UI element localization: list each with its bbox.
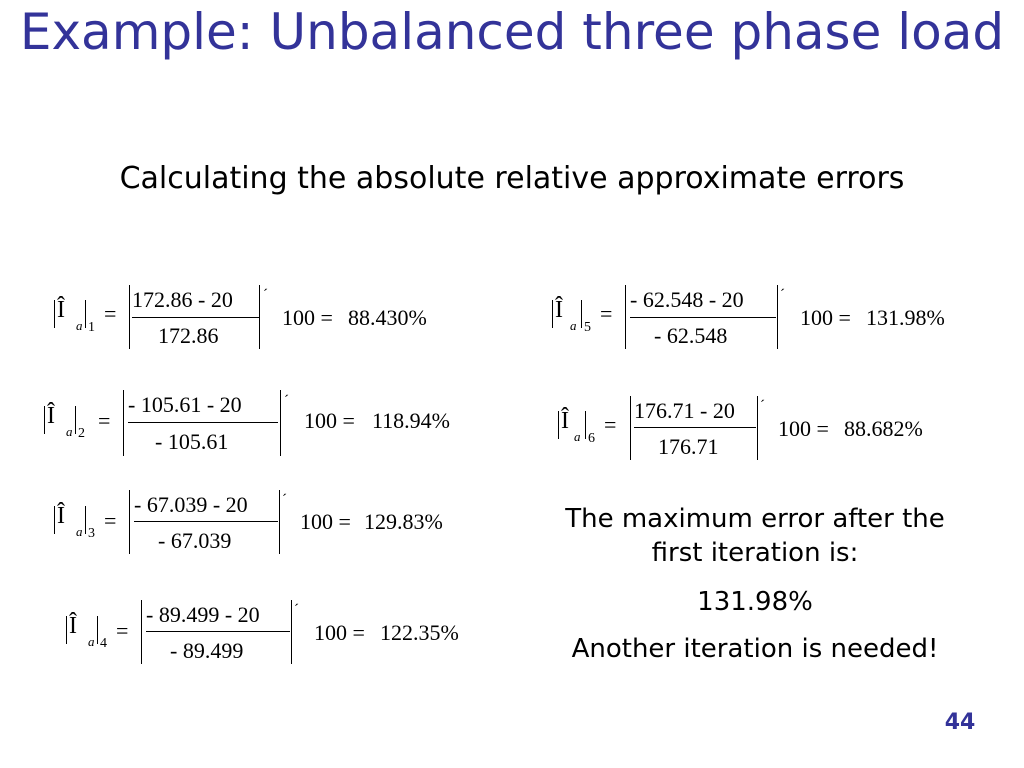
subscript-index: 6	[588, 431, 595, 446]
abs-bar-right	[291, 600, 292, 664]
error-equation-6	[556, 396, 966, 476]
subscript-a: a	[76, 318, 83, 333]
factor: 100 =	[778, 416, 829, 441]
subscript-index: 5	[584, 320, 591, 335]
equals-sign: =	[104, 301, 117, 326]
error-symbol: Î	[57, 297, 65, 323]
times-sign: ´	[263, 287, 268, 303]
factor: 100 =	[300, 509, 351, 534]
subscript-a: a	[570, 318, 577, 333]
subscript-index: 4	[100, 636, 107, 651]
abs-bar-left	[129, 285, 130, 349]
numerator: - 67.039 - 20	[134, 492, 248, 517]
times-sign: ´	[282, 492, 287, 508]
subscript-a: a	[76, 524, 83, 539]
result: 131.98%	[866, 305, 945, 330]
equals-sign: =	[604, 412, 617, 437]
abs-bar-right	[75, 406, 76, 434]
error-symbol: Î	[47, 403, 55, 429]
slide-title: Example: Unbalanced three phase load	[19, 3, 1005, 61]
abs-bar-left	[54, 506, 55, 534]
error-equation-4	[64, 600, 484, 680]
times-sign: ´	[294, 602, 299, 618]
abs-bar-right	[259, 285, 260, 349]
max-error-value: 131.98%	[697, 587, 813, 617]
abs-bar-left	[44, 406, 45, 434]
abs-bar-left	[66, 616, 67, 644]
abs-bar-right	[757, 396, 758, 460]
times-sign: ´	[284, 393, 289, 409]
denominator: - 67.039	[158, 528, 232, 553]
equals-sign: =	[104, 508, 117, 533]
factor: 100 =	[800, 305, 851, 330]
error-symbol: Î	[561, 408, 569, 434]
abs-bar-left	[625, 285, 626, 349]
abs-bar-left	[129, 490, 130, 554]
times-sign: ´	[760, 398, 765, 414]
equals-sign: =	[116, 618, 129, 643]
result: 118.94%	[372, 408, 451, 433]
result: 129.83%	[364, 509, 443, 534]
numerator: 176.71 - 20	[634, 398, 735, 423]
times-sign: ´	[780, 287, 785, 303]
error-equation-5	[550, 285, 970, 365]
abs-bar-right	[280, 390, 281, 456]
abs-bar-right	[585, 411, 586, 439]
subscript-index: 1	[88, 320, 95, 335]
denominator: - 62.548	[654, 323, 728, 348]
result: 122.35%	[380, 620, 459, 645]
fraction-bar	[134, 521, 278, 522]
abs-bar-left	[123, 390, 124, 456]
abs-bar-right	[777, 285, 778, 349]
fraction-bar	[132, 317, 259, 318]
factor: 100 =	[304, 408, 355, 433]
conclusion-text: The maximum error after the first iteration is:	[565, 504, 945, 568]
error-symbol: Î	[69, 613, 77, 639]
denominator: - 89.499	[170, 638, 244, 663]
abs-bar-right	[97, 616, 98, 644]
factor: 100 =	[314, 620, 365, 645]
abs-bar-right	[85, 506, 86, 534]
abs-bar-right	[279, 490, 280, 554]
equals-sign: =	[98, 408, 111, 433]
numerator: - 62.548 - 20	[630, 287, 744, 312]
subscript-index: 2	[78, 426, 85, 441]
error-equation-2	[42, 390, 482, 470]
factor: 100 =	[282, 305, 333, 330]
numerator: - 105.61 - 20	[128, 392, 242, 417]
error-symbol: Î	[555, 297, 563, 323]
abs-bar-left	[558, 411, 559, 439]
abs-bar-left	[141, 600, 142, 664]
equals-sign: =	[600, 301, 613, 326]
abs-bar-left	[54, 300, 55, 328]
error-equation-3	[52, 490, 472, 570]
denominator: 172.86	[158, 323, 219, 348]
fraction-bar	[630, 317, 776, 318]
denominator: - 105.61	[155, 429, 229, 454]
result: 88.682%	[844, 416, 923, 441]
conclusion-next-step: Another iteration is needed!	[571, 634, 939, 664]
fraction-bar	[146, 631, 290, 632]
abs-bar-left	[552, 300, 553, 328]
error-equation-1	[52, 285, 472, 365]
abs-bar-right	[581, 300, 582, 328]
fraction-bar	[128, 422, 278, 423]
abs-bar-left	[630, 396, 631, 460]
subscript-a: a	[88, 634, 95, 649]
abs-bar-right	[85, 300, 86, 328]
result: 88.430%	[348, 305, 427, 330]
page-number: 44	[944, 710, 976, 735]
subscript-index: 3	[88, 526, 95, 541]
denominator: 176.71	[658, 434, 719, 459]
slide-subtitle: Calculating the absolute relative approximate errors	[119, 161, 905, 196]
fraction-bar	[634, 427, 756, 428]
numerator: - 89.499 - 20	[146, 602, 260, 627]
subscript-a: a	[66, 424, 73, 439]
subscript-a: a	[574, 429, 581, 444]
numerator: 172.86 - 20	[132, 287, 233, 312]
error-symbol: Î	[57, 503, 65, 529]
